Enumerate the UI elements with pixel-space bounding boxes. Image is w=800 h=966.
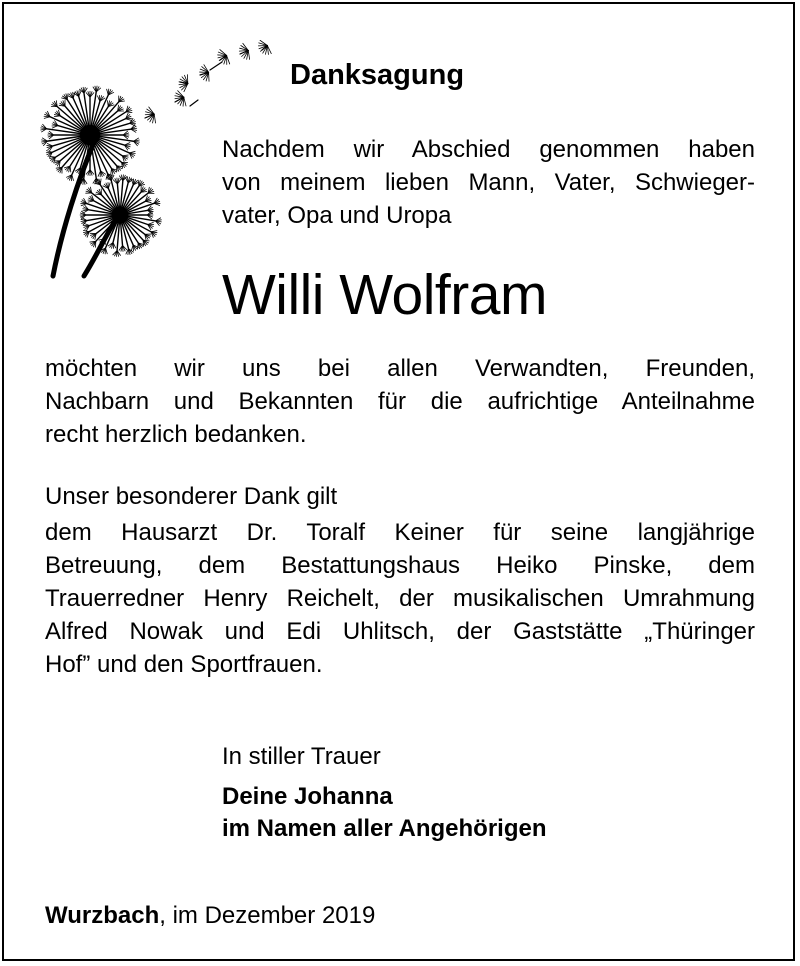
- paragraph-line: möchten wir uns bei allen Verwandten, Freunden,: [45, 355, 755, 382]
- intro-line: vater, Opa und Uropa: [222, 202, 452, 229]
- intro-line: von meinem lieben Mann, Vater, Schwieger-: [222, 169, 755, 196]
- intro-text: [222, 133, 755, 232]
- paragraph-line: Trauerredner Henry Reichelt, der musikalischen Umrahmung: [45, 585, 755, 612]
- deceased-name: Willi Wolfram: [222, 263, 547, 327]
- paragraph-line: Alfred Nowak und Edi Uhlitsch, der Gaststätte „Thüringer: [45, 618, 755, 645]
- intro-line: Nachdem wir Abschied genommen haben: [222, 136, 755, 163]
- paragraph-line: dem Hausarzt Dr. Toralf Keiner für seine langjährige: [45, 519, 755, 546]
- signature: [222, 781, 547, 845]
- signature-line: Deine Johanna: [222, 783, 393, 810]
- paragraph-line: Nachbarn und Bekannten für die aufrichtige Anteilnahme: [45, 388, 755, 415]
- signature-line: im Namen aller Angehörigen: [222, 815, 547, 842]
- place-date: [45, 899, 375, 932]
- date-text: , im Dezember 2019: [159, 902, 376, 929]
- paragraph-line: Betreuung, dem Bestattungshaus Heiko Pinske, dem: [45, 552, 755, 579]
- place-name: Wurzbach: [45, 902, 160, 929]
- page-title: Danksagung: [290, 59, 465, 91]
- mourning-line: In stiller Trauer: [222, 743, 381, 770]
- paragraph-line: Hof” und den Sportfrauen.: [45, 651, 323, 678]
- special-thanks-intro: Unser besonderer Dank gilt: [45, 483, 338, 510]
- paragraph-line: recht herzlich bedanken.: [45, 421, 307, 448]
- thanks-paragraph: [45, 352, 755, 451]
- special-thanks-paragraph: [45, 516, 755, 681]
